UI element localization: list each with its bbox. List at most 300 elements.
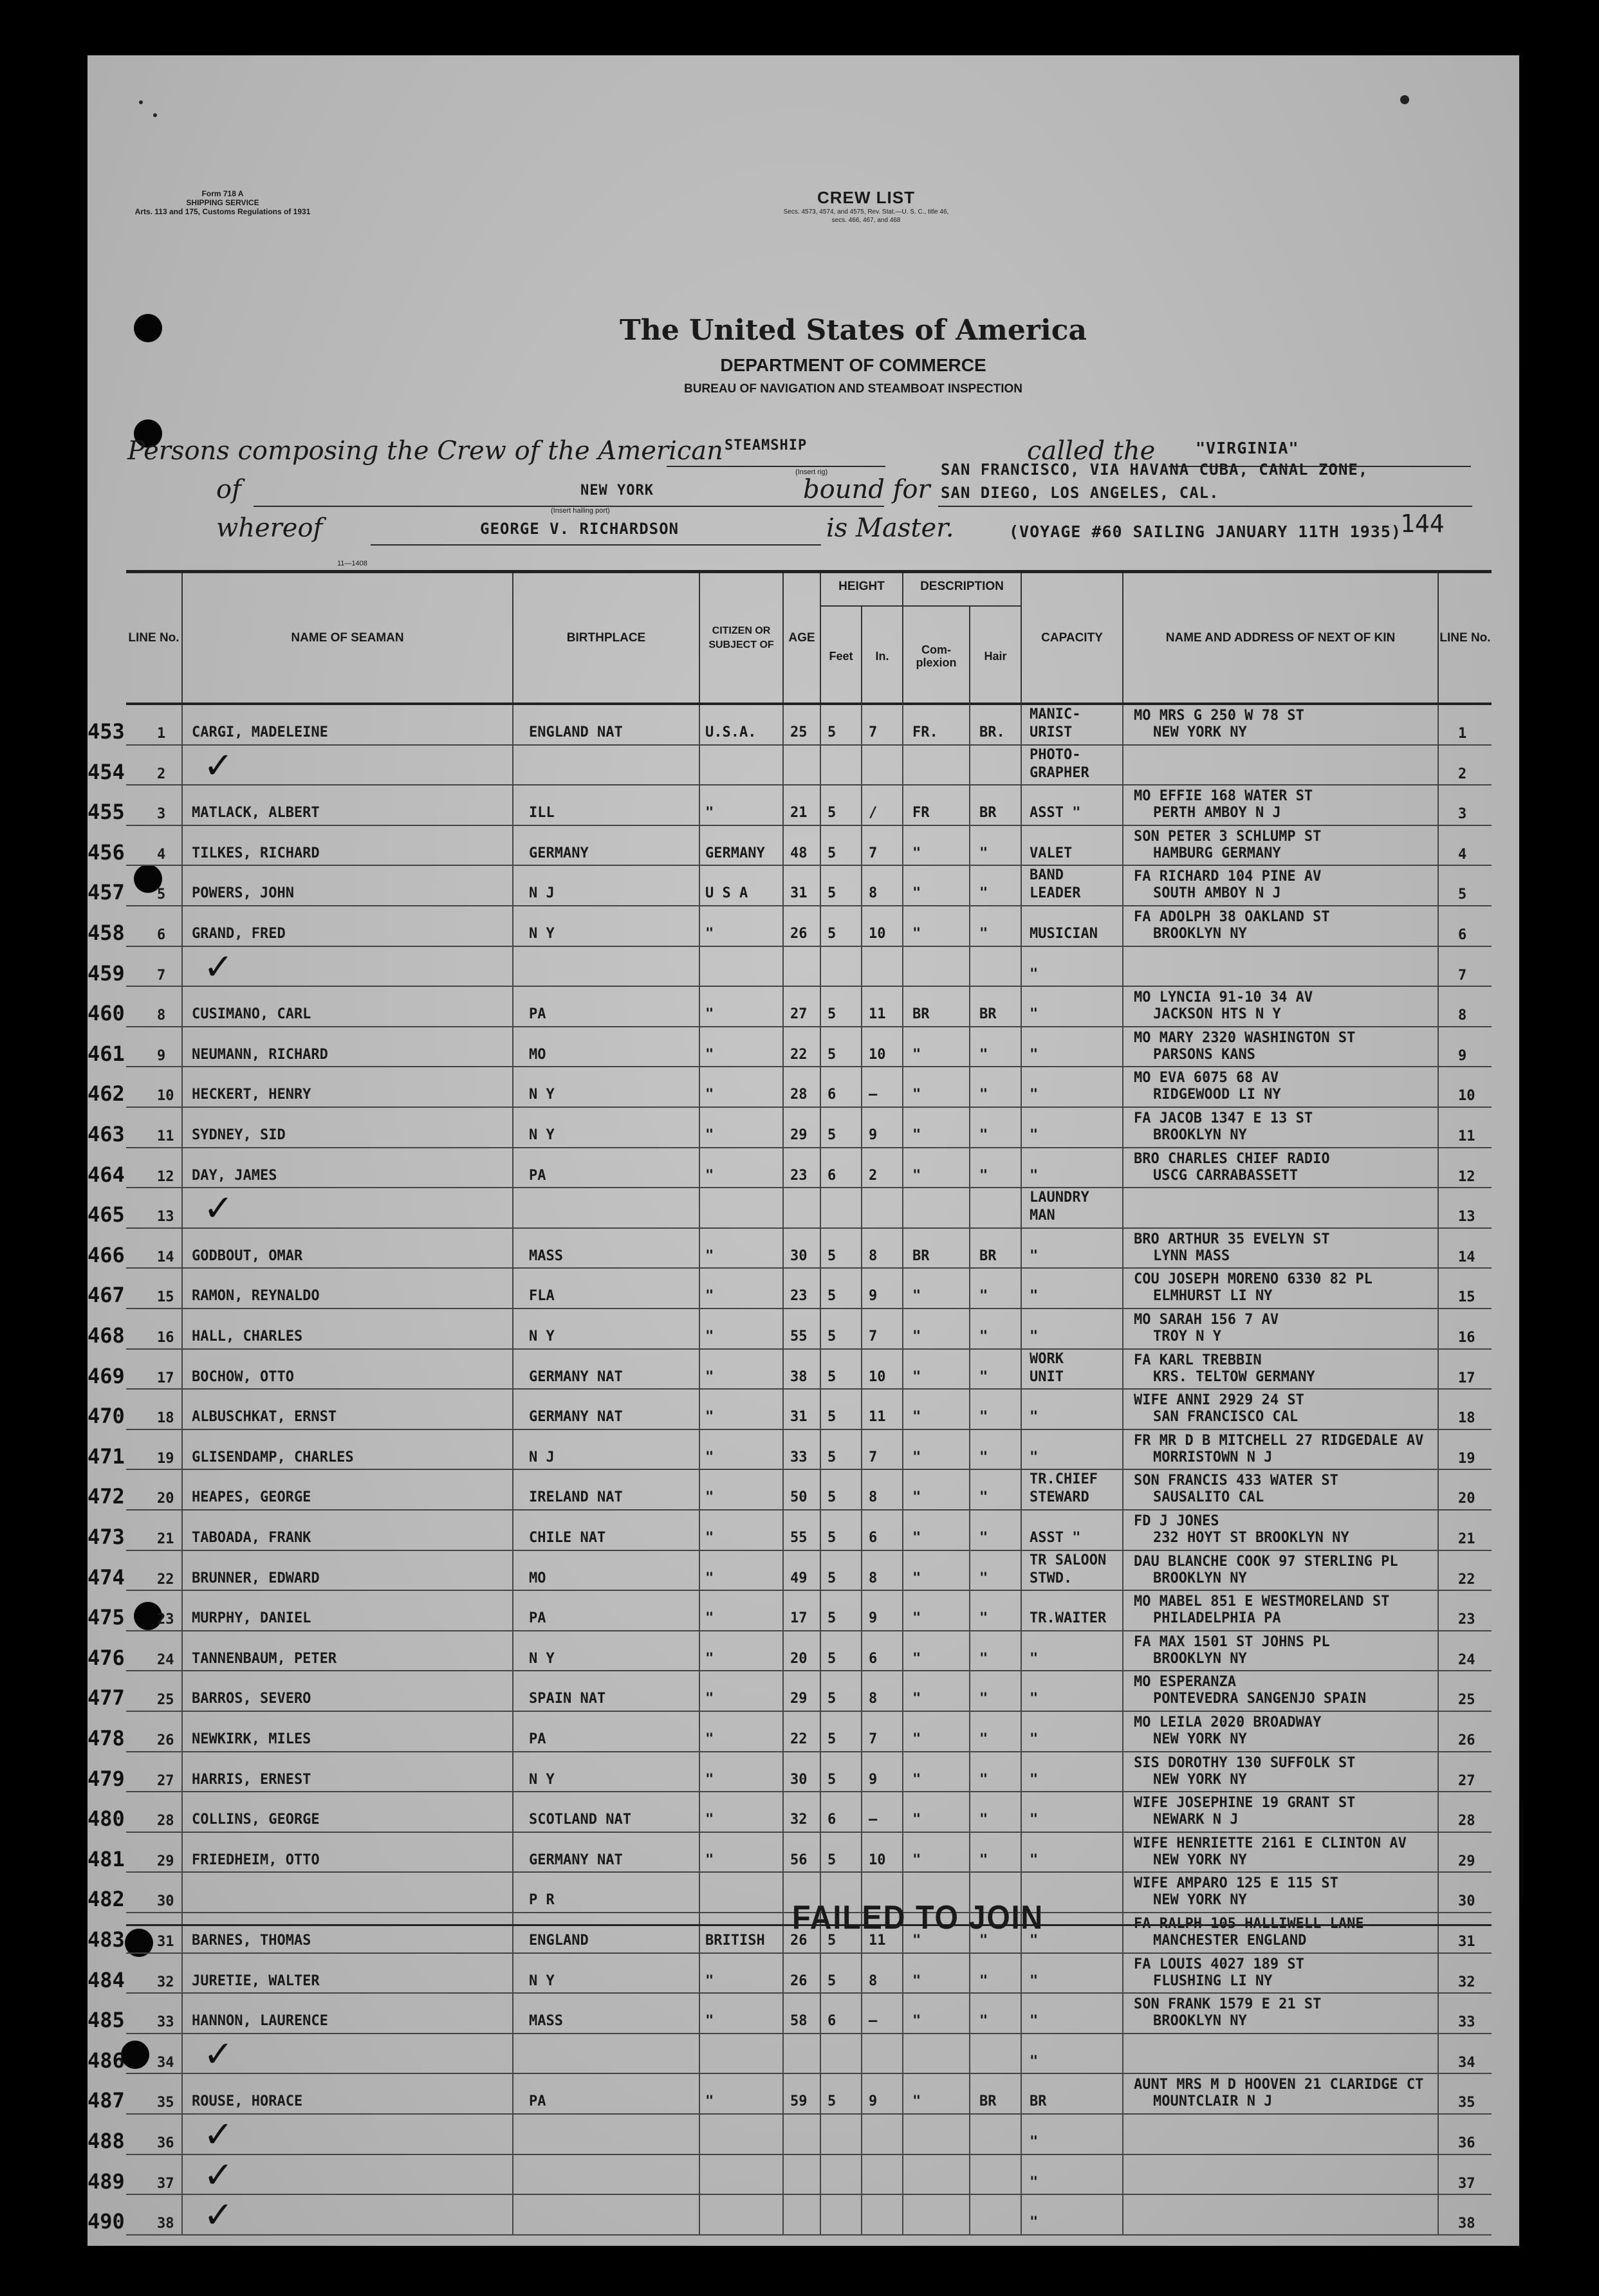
- hair-cell: [970, 1027, 1022, 1067]
- next-of-kin-cell: [1123, 866, 1439, 905]
- capacity-line-1: ": [1030, 1449, 1039, 1465]
- line-number-right: 8: [1458, 1007, 1467, 1024]
- height-inches-cell: [862, 1430, 903, 1469]
- line-number-right: 33: [1458, 2014, 1475, 2031]
- citizenship: ": [705, 1650, 714, 1667]
- line-number-cell: [126, 2115, 183, 2154]
- kin-line-1: FA LOUIS 4027 189 ST: [1134, 1956, 1304, 1972]
- bureau-title: BUREAU OF NAVIGATION AND STEAMBOAT INSPECTION: [683, 382, 1023, 396]
- handwritten-entry-number: 465: [88, 1202, 125, 1227]
- citizenship-cell: [700, 1954, 784, 1993]
- col-capacity: CAPACITY: [1022, 573, 1123, 703]
- kin-line-1: MO MARY 2320 WASHINGTON ST: [1134, 1029, 1356, 1046]
- complexion: ": [912, 1812, 921, 1828]
- kin-line-1: MO ESPERANZA: [1134, 1674, 1236, 1691]
- line-number: 22: [157, 1571, 174, 1588]
- height-feet-cell: [821, 1792, 862, 1832]
- capacity-cell: [1022, 987, 1123, 1026]
- height-inches-cell: [862, 2034, 903, 2073]
- capacity-line-1: ": [1030, 966, 1039, 982]
- line-number-cell: [126, 1792, 183, 1832]
- capacity-line-1: BR: [1030, 2093, 1047, 2110]
- birthplace-cell: [513, 1188, 700, 1227]
- birthplace-cell: [513, 746, 700, 785]
- line-number-right: 28: [1458, 1813, 1475, 1830]
- kin-line-2: BROOKLYN NY: [1153, 926, 1247, 942]
- height-feet: 5: [827, 805, 836, 822]
- birthplace-cell: [513, 1309, 700, 1348]
- birthplace-cell: [513, 1511, 700, 1550]
- kin-line-2: 232 HOYT ST BROOKLYN NY: [1153, 1530, 1349, 1546]
- age-cell: [784, 866, 821, 905]
- table-row: [88, 1269, 1492, 1309]
- complexion-cell: [903, 785, 970, 825]
- birthplace: FLA: [529, 1288, 555, 1305]
- birthplace-cell: [513, 1229, 700, 1268]
- citizenship-cell: [700, 906, 784, 946]
- height-feet-cell: [821, 826, 862, 865]
- seaman-name: NEUMANN, RICHARD: [192, 1046, 328, 1063]
- whereof-label: whereof: [216, 513, 323, 543]
- line-number-right-cell: [1439, 2195, 1492, 2234]
- line-number-right: 7: [1458, 967, 1467, 984]
- height-inches: 8: [869, 1489, 878, 1506]
- birthplace-cell: [513, 1067, 700, 1107]
- hair-cell: [970, 2074, 1022, 2113]
- capacity-line-1: ": [1030, 1650, 1039, 1667]
- citizenship-cell: [700, 1994, 784, 2033]
- capacity-cell: [1022, 746, 1123, 785]
- capacity-line-1: TR SALOON: [1030, 1552, 1107, 1568]
- seaman-name: MATLACK, ALBERT: [192, 805, 320, 822]
- complexion-cell: [903, 2034, 970, 2073]
- table-row: [88, 1470, 1492, 1511]
- line-number-right-cell: [1439, 1148, 1492, 1188]
- citizenship: ": [705, 1328, 714, 1345]
- birthplace: IRELAND NAT: [529, 1489, 623, 1506]
- height-inches: 9: [869, 1288, 878, 1305]
- line-number-right: 12: [1458, 1168, 1475, 1185]
- birthplace: N Y: [529, 1771, 555, 1788]
- seaman-name: ALBUSCHKAT, ERNST: [192, 1409, 337, 1426]
- check-mark-icon: ✓: [203, 946, 234, 988]
- birthplace: PA: [529, 1610, 546, 1627]
- age: 26: [790, 1972, 808, 1989]
- citizenship: ": [705, 2013, 714, 2030]
- complexion: ": [912, 1972, 921, 1989]
- height-inches: 9: [869, 1127, 878, 1143]
- master-line: [371, 544, 821, 546]
- hair: ": [979, 1933, 988, 1949]
- age-cell: [784, 1671, 821, 1711]
- line-number: 2: [157, 766, 166, 782]
- capacity-line-1: ": [1030, 2214, 1039, 2231]
- age-cell: [784, 746, 821, 785]
- citizenship-cell: [700, 1792, 784, 1832]
- handwritten-entry-number: 469: [88, 1363, 125, 1388]
- capacity-cell: [1022, 1591, 1123, 1630]
- kin-line-1: WIFE HENRIETTE 2161 E CLINTON AV: [1134, 1835, 1407, 1851]
- line-number-right-cell: [1439, 1108, 1492, 1147]
- kin-line-1: SON FRANCIS 433 WATER ST: [1134, 1473, 1338, 1489]
- height-inches-cell: [862, 1229, 903, 1268]
- citizenship: ": [705, 1812, 714, 1828]
- line-number-right: 4: [1458, 846, 1467, 863]
- seaman-name: TABOADA, FRANK: [192, 1530, 311, 1546]
- capacity-line-1: MUSICIAN: [1030, 926, 1098, 942]
- height-inches-cell: [862, 987, 903, 1026]
- age-cell: [784, 785, 821, 825]
- height-inches: 9: [869, 1771, 878, 1788]
- table-row: [88, 1792, 1492, 1833]
- height-inches-cell: [862, 705, 903, 744]
- handwritten-entry-number: 456: [88, 840, 125, 865]
- birthplace: GERMANY: [529, 845, 589, 861]
- hair: ": [979, 1328, 988, 1345]
- complexion-cell: [903, 906, 970, 946]
- height-feet-cell: [821, 1108, 862, 1147]
- capacity-line-2: MAN: [1030, 1208, 1055, 1224]
- persons-label: Persons composing the Crew of the American: [127, 436, 723, 466]
- birthplace: GERMANY NAT: [529, 1851, 623, 1868]
- next-of-kin-cell: [1123, 1994, 1439, 2033]
- height-inches-cell: [862, 1269, 903, 1308]
- line-number: 12: [157, 1168, 174, 1185]
- seaman-name-cell: [183, 1994, 513, 2033]
- seaman-name-cell: [183, 1873, 513, 1912]
- age-cell: [784, 1027, 821, 1067]
- next-of-kin-cell: [1123, 1752, 1439, 1792]
- handwritten-entry-number: 473: [88, 1525, 125, 1549]
- handwritten-entry-number: 481: [88, 1846, 125, 1871]
- capacity-line-1: ": [1030, 1247, 1039, 1264]
- line-number-cell: [126, 746, 183, 785]
- hair-cell: [970, 1067, 1022, 1107]
- seaman-name: BRUNNER, EDWARD: [192, 1570, 320, 1586]
- citizenship-cell: [700, 866, 784, 905]
- citizenship-cell: [700, 1712, 784, 1751]
- handwritten-entry-number: 455: [88, 800, 125, 825]
- height-feet: 5: [827, 1449, 836, 1465]
- birthplace-cell: [513, 785, 700, 825]
- age-cell: [784, 1551, 821, 1590]
- handwritten-entry-number: 462: [88, 1081, 125, 1107]
- complexion-cell: [903, 1350, 970, 1389]
- hair-cell: [970, 746, 1022, 785]
- age-cell: [784, 1511, 821, 1550]
- table-row: [88, 1027, 1492, 1068]
- line-number-right-cell: [1439, 1470, 1492, 1509]
- capacity-line-1: ": [1030, 2013, 1039, 2030]
- handwritten-entry-number: 470: [88, 1404, 125, 1429]
- capacity-cell: [1022, 785, 1123, 825]
- line-number-right-cell: [1439, 1712, 1492, 1751]
- citizenship-cell: [700, 1591, 784, 1630]
- citizenship-cell: [700, 1390, 784, 1429]
- hair-cell: [970, 947, 1022, 986]
- table-row: [88, 826, 1492, 867]
- height-feet-cell: [821, 1551, 862, 1590]
- birthplace-cell: [513, 1671, 700, 1711]
- capacity-line-2: UNIT: [1030, 1368, 1064, 1385]
- hair-cell: [970, 1350, 1022, 1389]
- capacity-line-1: ": [1030, 1731, 1039, 1747]
- complexion-cell: [903, 1994, 970, 2033]
- kin-line-1: FR MR D B MITCHELL 27 RIDGEDALE AV: [1134, 1432, 1424, 1449]
- handwritten-entry-number: 479: [88, 1766, 125, 1791]
- citizenship-cell: [700, 1873, 784, 1912]
- table-row: [88, 1994, 1492, 2034]
- capacity-line-1: ": [1030, 1127, 1039, 1143]
- seaman-name: RAMON, REYNALDO: [192, 1288, 320, 1305]
- table-row: [88, 2154, 1492, 2196]
- table-row: [88, 1108, 1492, 1148]
- birthplace: ENGLAND: [529, 1933, 589, 1949]
- next-of-kin-cell: [1123, 1430, 1439, 1469]
- complexion: ": [912, 1167, 921, 1184]
- capacity-cell: [1022, 2155, 1123, 2194]
- handwritten-entry-number: 466: [88, 1242, 125, 1267]
- kin-line-1: FA ADOLPH 38 OAKLAND ST: [1134, 909, 1330, 925]
- height-feet-cell: [821, 705, 862, 744]
- height-feet-cell: [821, 1309, 862, 1348]
- complexion: ": [912, 845, 921, 861]
- table-row: [88, 946, 1492, 988]
- complexion-cell: [903, 2195, 970, 2234]
- capacity-line-2: STEWARD: [1030, 1489, 1089, 1506]
- age: 21: [790, 805, 808, 822]
- citizenship: U.S.A.: [705, 724, 757, 740]
- line-number: 5: [157, 886, 166, 903]
- height-feet-cell: [821, 1591, 862, 1630]
- hair-cell: [970, 705, 1022, 744]
- complexion-cell: [903, 1792, 970, 1832]
- line-number-cell: [126, 1833, 183, 1872]
- height-feet: 5: [827, 1127, 836, 1143]
- hair-cell: [970, 1390, 1022, 1429]
- col-hair: Hair: [970, 605, 1022, 706]
- age: 26: [790, 1933, 808, 1949]
- height-feet-cell: [821, 906, 862, 946]
- hair-cell: [970, 1994, 1022, 2033]
- height-inches-cell: [862, 1792, 903, 1832]
- line-number-right: 3: [1458, 806, 1467, 823]
- age: 49: [790, 1570, 808, 1586]
- age: 38: [790, 1368, 808, 1385]
- hair: ": [979, 1771, 988, 1788]
- line-number-right: 27: [1458, 1772, 1475, 1789]
- hair: ": [979, 1731, 988, 1747]
- line-number-cell: [126, 1631, 183, 1671]
- birthplace-cell: [513, 1269, 700, 1308]
- age: 26: [790, 926, 808, 942]
- handwritten-entry-number: 476: [88, 1645, 125, 1670]
- citizenship: BRITISH: [705, 1933, 765, 1949]
- line-number-cell: [126, 1108, 183, 1147]
- line-number: 28: [157, 1813, 174, 1830]
- birthplace: PA: [529, 2093, 546, 2110]
- complexion: ": [912, 1650, 921, 1667]
- line-number: 15: [157, 1289, 174, 1306]
- line-number-cell: [126, 866, 183, 905]
- handwritten-entry-number: 460: [88, 1001, 125, 1026]
- age-cell: [784, 2034, 821, 2073]
- height-feet: 5: [827, 1650, 836, 1667]
- birthplace-cell: [513, 987, 700, 1026]
- of-label: of: [216, 475, 241, 504]
- line-number-right: 22: [1458, 1571, 1475, 1588]
- complexion-cell: [903, 1712, 970, 1751]
- kin-line-1: FD J JONES: [1134, 1513, 1219, 1529]
- line-number-cell: [126, 1671, 183, 1711]
- birthplace: PA: [529, 1006, 546, 1023]
- citizenship-cell: [700, 1511, 784, 1550]
- complexion-cell: [903, 866, 970, 905]
- citizenship: ": [705, 1449, 714, 1465]
- complexion-cell: [903, 1390, 970, 1429]
- citizenship-cell: [700, 2115, 784, 2154]
- seaman-name: HECKERT, HENRY: [192, 1087, 311, 1103]
- height-feet: 5: [827, 1489, 836, 1506]
- table-row: [88, 2194, 1492, 2237]
- line-number-cell: [126, 1954, 183, 1993]
- line-number-right: 10: [1458, 1088, 1475, 1105]
- seaman-name: GRAND, FRED: [192, 926, 286, 942]
- table-row: [88, 1067, 1492, 1108]
- height-inches: 6: [869, 1530, 878, 1546]
- seaman-name-cell: [183, 1752, 513, 1792]
- table-row: [88, 1954, 1492, 1994]
- citizenship-cell: [700, 947, 784, 986]
- birthplace-cell: [513, 1551, 700, 1590]
- line-number: 31: [157, 1934, 174, 1950]
- kin-line-1: WIFE ANNI 2929 24 ST: [1134, 1392, 1304, 1409]
- line-number: 19: [157, 1450, 174, 1467]
- height-feet: 5: [827, 926, 836, 942]
- age: 59: [790, 2093, 808, 2110]
- capacity-line-1: ": [1030, 1167, 1039, 1184]
- kin-line-1: WIFE JOSEPHINE 19 GRANT ST: [1134, 1795, 1356, 1812]
- age: 23: [790, 1167, 808, 1184]
- line-number: 34: [157, 2054, 174, 2071]
- complexion-cell: [903, 1430, 970, 1469]
- kin-line-2: JACKSON HTS N Y: [1153, 1006, 1281, 1023]
- check-mark-icon: ✓: [203, 1188, 234, 1230]
- line-number-right-cell: [1439, 1511, 1492, 1550]
- handwritten-entry-number: 477: [88, 1685, 125, 1711]
- citizenship-cell: [700, 1188, 784, 1227]
- height-feet: 5: [827, 724, 836, 740]
- col-inches: In.: [862, 605, 903, 706]
- next-of-kin-cell: [1123, 705, 1439, 744]
- seaman-name-cell: [183, 2074, 513, 2113]
- citizenship: ": [705, 1691, 714, 1707]
- complexion: ": [912, 1127, 921, 1143]
- col-line-no-right: LINE No.: [1439, 630, 1491, 645]
- height-feet-cell: [821, 1350, 862, 1389]
- complexion: ": [912, 1691, 921, 1707]
- line-number: 23: [157, 1612, 174, 1628]
- next-of-kin-cell: [1123, 1833, 1439, 1872]
- kin-line-1: MO LYNCIA 91-10 34 AV: [1134, 989, 1313, 1006]
- age: 22: [790, 1731, 808, 1747]
- seaman-name-cell: [183, 1712, 513, 1751]
- age-cell: [784, 947, 821, 986]
- table-row: [88, 2114, 1492, 2156]
- line-number-right-cell: [1439, 1752, 1492, 1792]
- citizenship-cell: [700, 1148, 784, 1188]
- birthplace-cell: [513, 1631, 700, 1671]
- line-number-right-cell: [1439, 1671, 1492, 1711]
- complexion-cell: [903, 1954, 970, 1993]
- hair: ": [979, 1167, 988, 1184]
- capacity-line-1: ": [1030, 1006, 1039, 1023]
- next-of-kin-cell: [1123, 1188, 1439, 1227]
- hair: BR: [979, 1247, 997, 1264]
- hair: BR: [979, 2093, 997, 2110]
- next-of-kin-cell: [1123, 785, 1439, 825]
- hair-cell: [970, 2155, 1022, 2194]
- capacity-cell: [1022, 1551, 1123, 1590]
- height-feet-cell: [821, 1148, 862, 1188]
- height-feet: 5: [827, 1328, 836, 1345]
- line-number-right: 9: [1458, 1047, 1467, 1064]
- seaman-name: COLLINS, GEORGE: [192, 1812, 320, 1828]
- height-inches-cell: [862, 1309, 903, 1348]
- kin-line-2: PARSONS KANS: [1153, 1046, 1255, 1063]
- height-feet-cell: [821, 785, 862, 825]
- handwritten-entry-number: 472: [88, 1484, 125, 1509]
- birthplace: N Y: [529, 1328, 555, 1345]
- line-number: 16: [157, 1330, 174, 1346]
- birthplace-cell: [513, 1148, 700, 1188]
- seaman-name: JURETIE, WALTER: [192, 1972, 320, 1989]
- col-feet: Feet: [821, 605, 862, 706]
- hair: ": [979, 1610, 988, 1627]
- crew-table: [88, 570, 1492, 2237]
- line-number: 30: [157, 1893, 174, 1910]
- line-number-right: 13: [1458, 1209, 1475, 1226]
- complexion: BR: [912, 1247, 930, 1264]
- hair: ": [979, 885, 988, 902]
- kin-line-1: FA KARL TREBBIN: [1134, 1352, 1262, 1368]
- line-number: 37: [157, 2175, 174, 2192]
- kin-line-2: RIDGEWOOD LI NY: [1153, 1087, 1281, 1103]
- handwritten-entry-number: 484: [88, 1967, 125, 1992]
- height-inches-cell: [862, 1752, 903, 1792]
- height-inches: 6: [869, 1650, 878, 1667]
- table-row: [88, 1551, 1492, 1592]
- kin-line-1: SIS DOROTHY 130 SUFFOLK ST: [1134, 1754, 1356, 1771]
- height-feet: 5: [827, 1288, 836, 1305]
- birthplace-cell: [513, 2115, 700, 2154]
- age-cell: [784, 1712, 821, 1751]
- seaman-name: CARGI, MADELEINE: [192, 724, 328, 740]
- next-of-kin-cell: [1123, 906, 1439, 946]
- age: 28: [790, 1087, 808, 1103]
- citizenship-cell: [700, 1470, 784, 1509]
- hair: ": [979, 1046, 988, 1063]
- hair: ": [979, 845, 988, 861]
- seaman-name: FRIEDHEIM, OTTO: [192, 1851, 320, 1868]
- hair: ": [979, 1489, 988, 1506]
- height-inches: –: [869, 1087, 878, 1103]
- seaman-name-cell: [183, 1108, 513, 1147]
- birthplace: N Y: [529, 1972, 555, 1989]
- seaman-name-cell: [183, 1591, 513, 1630]
- line-number-right: 19: [1458, 1450, 1475, 1467]
- next-of-kin-cell: [1123, 746, 1439, 785]
